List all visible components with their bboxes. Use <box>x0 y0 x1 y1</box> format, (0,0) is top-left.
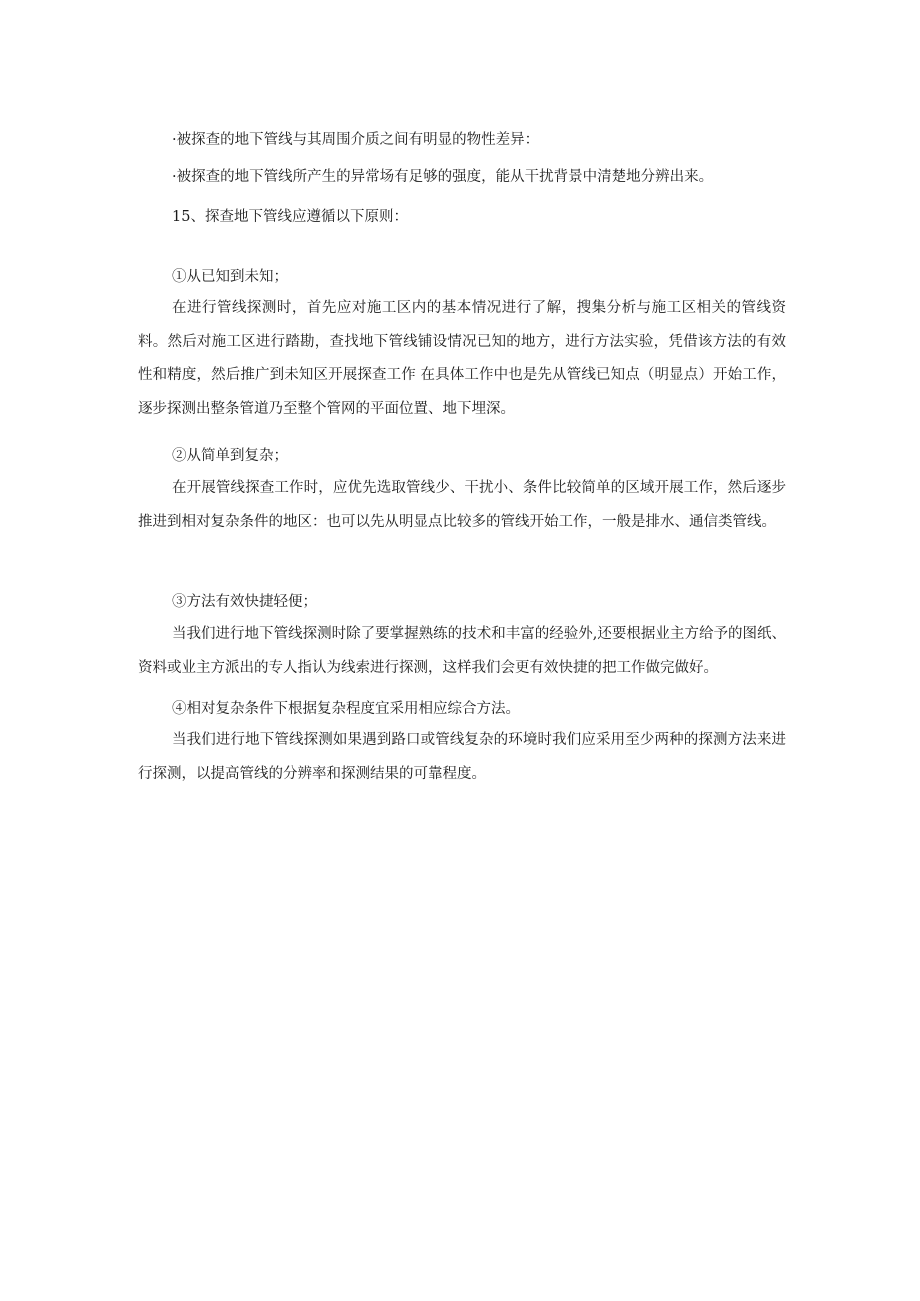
principle-body-1: 在进行管线探测时，首先应对施工区内的基本情况进行了解，搜集分析与施工区相关的管线资料。然后对施工区进行踏勘，查找地下管线铺设情况已知的地方，进行方法实验，凭借该方法的有效性和精度，然后推广到未知区开展探查工作 在具体工作中也是先从管线已知点（明显点）开始工作，逐步探测出整条管道乃至整个管网的平面位置、地下埋深。 <box>138 300 786 417</box>
principle-body-4: 当我们进行地下管线探测如果遇到路口或管线复杂的环境时我们应采用至少两种的探测方法来进行探测，以提高管线的分辨率和探测结果的可靠程度。 <box>138 732 786 782</box>
principle-title-2: ②从简单到复杂； <box>172 448 288 464</box>
principle-title-3: ③方法有效快捷轻便； <box>172 594 317 610</box>
principle-body-2: 在开展管线探查工作时，应优先选取管线少、干扰小、条件比较简单的区域开展工作，然后逐步推进到相对复杂条件的地区：也可以先从明显点比较多的管线开始工作，一般是排水、通信类管线。 <box>138 480 786 530</box>
principle-title-1: ①从已知到未知； <box>172 269 288 285</box>
bullet-item-2: ·被探查的地下管线所产生的异常场有足够的强度，能从干扰背景中清楚地分辨出来。 <box>172 169 714 185</box>
bullet-item-1: ·被探查的地下管线与其周围介质之间有明显的物性差异： <box>172 132 540 148</box>
principle-title-4: ④相对复杂条件下根据复杂程度宜采用相应综合方法。 <box>172 701 520 717</box>
section-heading: 15、探查地下管线应遵循以下原则： <box>172 209 408 225</box>
principle-body-3: 当我们进行地下管线探测时除了要掌握熟练的技术和丰富的经验外,还要根据业主方给予的图纸、资料或业主方派出的专人指认为线索进行探测，这样我们会更有效快捷的把工作做完做好。 <box>138 626 786 676</box>
